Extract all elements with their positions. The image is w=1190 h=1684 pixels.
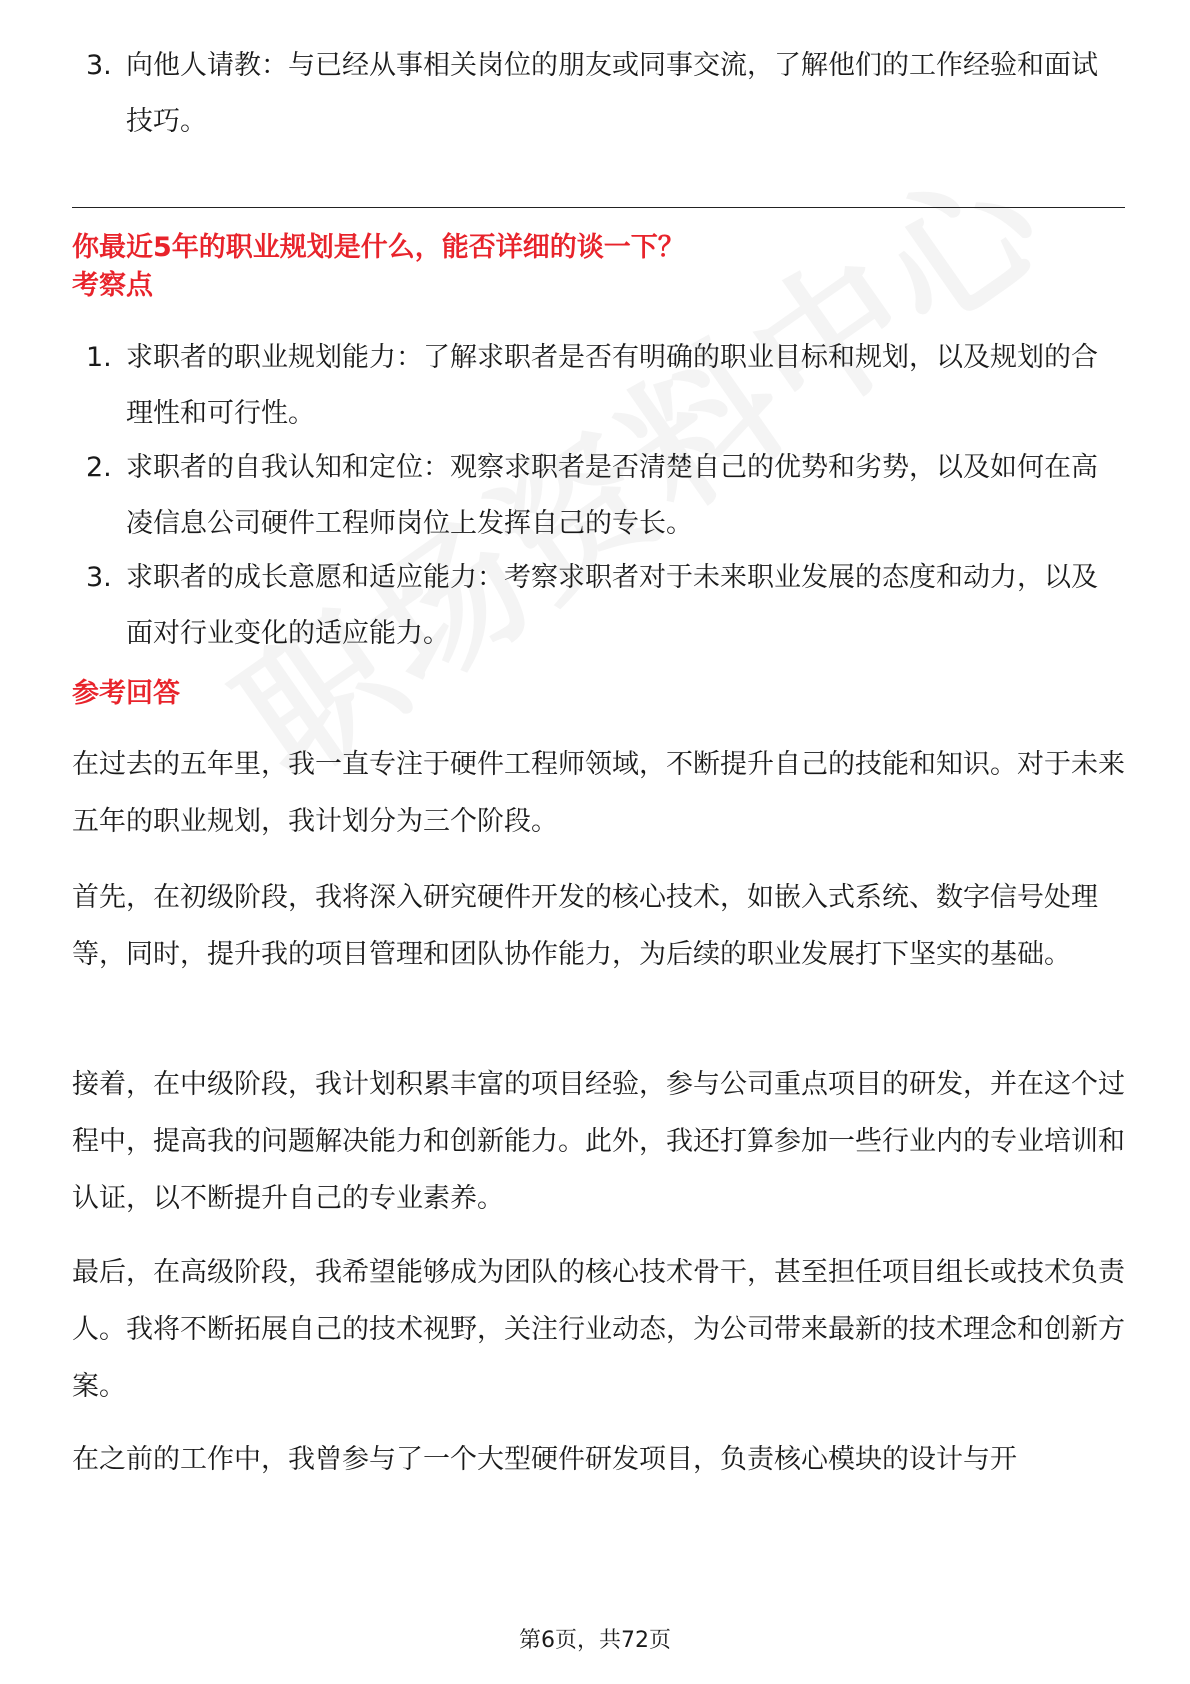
list-number: 3. bbox=[86, 50, 112, 81]
list-text: 求职者的职业规划能力：了解求职者是否有明确的职业目标和规划，以及规划的合理性和可行性。 bbox=[126, 342, 1098, 429]
list-item bbox=[72, 38, 1122, 150]
list-text: 向他人请教：与已经从事相关岗位的朋友或同事交流，了解他们的工作经验和面试技巧。 bbox=[126, 50, 1098, 137]
top-list bbox=[72, 38, 1122, 150]
answer-paragraph: 接着，在中级阶段，我计划积累丰富的项目经验，参与公司重点项目的研发，并在这个过程中，提高我的问题解决能力和创新能力。此外，我还打算参加一些行业内的专业培训和认证，以不断提升自己的专业素养。 bbox=[72, 1069, 1125, 1214]
list-text: 求职者的成长意愿和适应能力：考察求职者对于未来职业发展的态度和动力，以及面对行业变化的适应能力。 bbox=[126, 562, 1098, 649]
answer-paragraph: 最后，在高级阶段，我希望能够成为团队的核心技术骨干，甚至担任项目组长或技术负责人。我将不断拓展自己的技术视野，关注行业动态，为公司带来最新的技术理念和创新方案。 bbox=[72, 1257, 1125, 1402]
answer-paragraph: 在之前的工作中，我曾参与了一个大型硬件研发项目，负责核心模块的设计与开 bbox=[72, 1444, 1017, 1475]
focus-list bbox=[72, 330, 1122, 662]
list-item bbox=[72, 550, 1122, 662]
list-item bbox=[72, 330, 1122, 442]
focus-heading: 考察点 bbox=[72, 270, 153, 301]
answer-paragraph: 在过去的五年里，我一直专注于硬件工程师领域，不断提升自己的技能和知识。对于未来五年的职业规划，我计划分为三个阶段。 bbox=[72, 749, 1125, 837]
list-text: 求职者的自我认知和定位：观察求职者是否清楚自己的优势和劣势，以及如何在高凌信息公司硬件工程师岗位上发挥自己的专长。 bbox=[126, 452, 1098, 539]
list-item bbox=[72, 440, 1122, 552]
list-number: 1. bbox=[86, 342, 112, 373]
list-number: 2. bbox=[86, 452, 112, 483]
question-title: 你最近5年的职业规划是什么，能否详细的谈一下？ bbox=[72, 232, 685, 263]
list-number: 3. bbox=[86, 562, 112, 593]
section-divider bbox=[72, 207, 1125, 208]
answer-heading: 参考回答 bbox=[72, 678, 180, 709]
answer-paragraph: 首先，在初级阶段，我将深入研究硬件开发的核心技术，如嵌入式系统、数字信号处理等，同时，提升我的项目管理和团队协作能力，为后续的职业发展打下坚实的基础。 bbox=[72, 882, 1098, 970]
page-number: 第6页，共72页 bbox=[519, 1628, 671, 1653]
